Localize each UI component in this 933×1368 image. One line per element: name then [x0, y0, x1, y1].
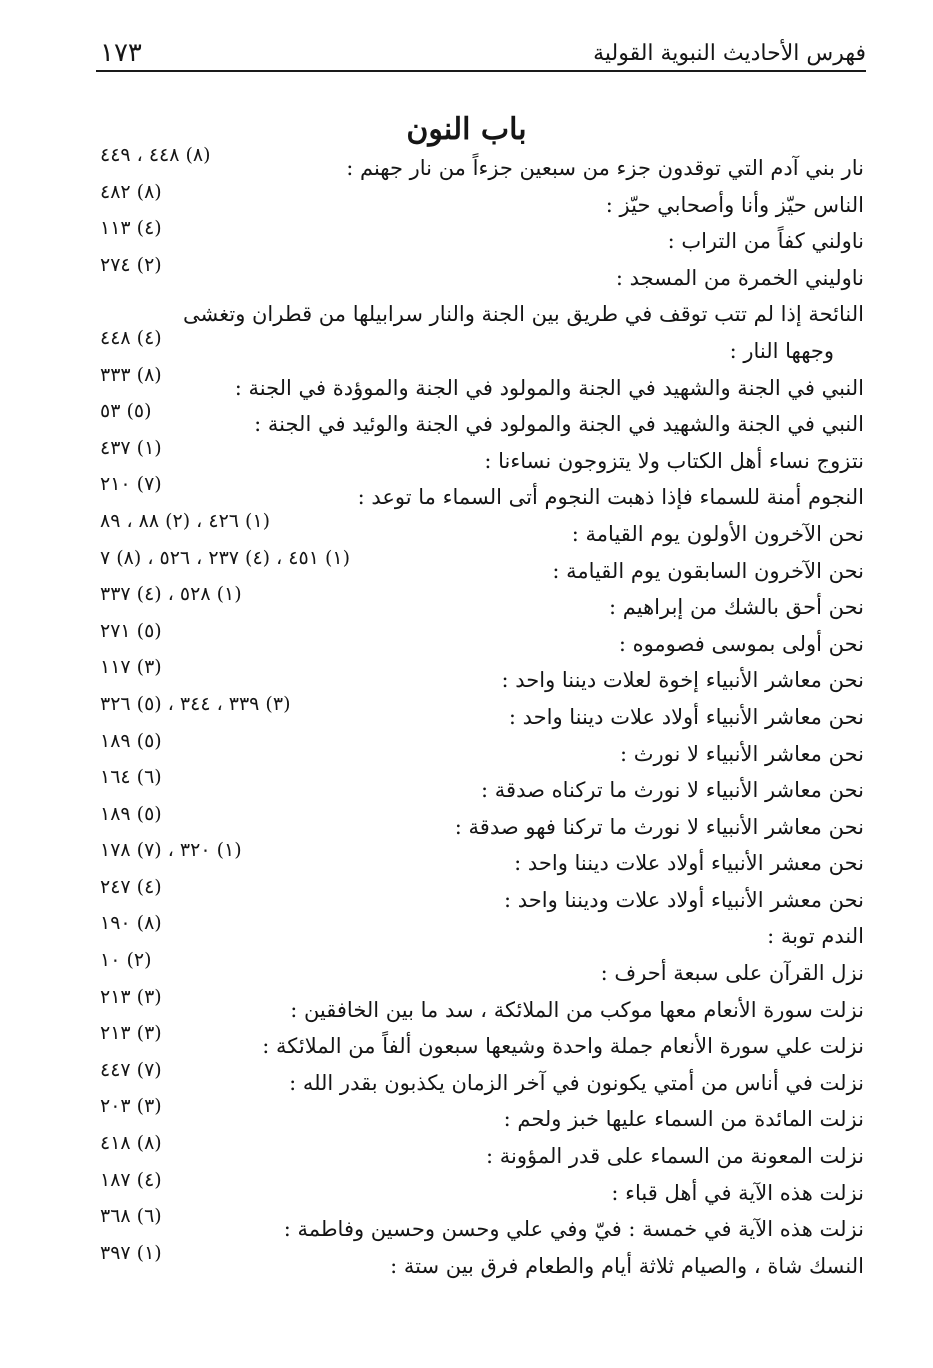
- volume-page-refs: (٨) ١٩٠: [100, 912, 162, 935]
- index-entry: [86, 1168, 864, 1212]
- index-entry: [86, 217, 864, 260]
- index-entry: [86, 912, 864, 955]
- index-entry: [86, 949, 864, 992]
- volume-page-refs: (٧) ٢١٠: [100, 473, 162, 496]
- volume-page-refs: (٦) ٣٦٨: [100, 1205, 162, 1228]
- running-header-title: فهرس الأحاديث النبوية القولية: [593, 41, 866, 66]
- index-entry: [86, 1095, 864, 1138]
- volume-page-refs: (٣) ١١٧: [100, 656, 162, 679]
- volume-page-refs: (٤) ١١٣: [100, 217, 162, 240]
- index-entry: [86, 985, 864, 1029]
- index-entry: [86, 1241, 864, 1285]
- volume-page-refs: (٧) ٤٤٧: [100, 1058, 162, 1081]
- volume-page-refs: (٤) ١٨٧: [100, 1168, 162, 1191]
- hadith-text: نحن معاشر الأنبياء لا نورث ما تركناه صدقة :: [481, 778, 864, 803]
- hadith-text: النجوم أمنة للسماء فإذا ذهبت النجوم أتى السماء ما توعد :: [357, 485, 864, 510]
- volume-page-refs: (٣) ٢١٣: [100, 1022, 162, 1045]
- index-entry: [86, 766, 864, 809]
- volume-page-refs: (٨) ٤١٨: [100, 1132, 162, 1155]
- volume-page-refs: (١) ٥٢٨ ، (٤) ٣٣٧: [100, 583, 242, 606]
- volume-page-refs: (١) ٤٢٦ ، (٢) ٨٨ ، ٨٩: [100, 509, 271, 532]
- volume-page-refs: (١) ٤٥١ ، (٤) ٢٣٧ ، ٥٢٦ ، (٨) ٧: [100, 546, 350, 569]
- hadith-text: نزلت هذه الآية في خمسة : فيّ وفي علي وحسن وحسين وفاطمة :: [283, 1217, 864, 1242]
- hadith-text: النائحة إذا لم تتب توقف في طريق بين الجنة والنار سرابيلها من قطران وتغشى: [182, 302, 864, 327]
- hadith-text: نحن أولى بموسى فصوموه :: [618, 631, 864, 656]
- index-entry: [86, 253, 864, 297]
- hadith-text: نزلت هذه الآية في أهل قباء :: [611, 1180, 864, 1205]
- hadith-text: نزلت في أناس من أمتي يكونون في آخر الزمان يكذبون بقدر الله :: [289, 1070, 864, 1095]
- index-entry: [86, 296, 864, 369]
- volume-page-refs: (١) ٣٢٠ ، (٧) ١٧٨: [100, 839, 242, 862]
- volume-page-refs: (٣) ٣٣٩ ، ٣٤٤ ، (٥) ٣٢٦: [100, 692, 291, 715]
- running-header: [96, 28, 866, 72]
- chapter-title: باب النون: [406, 112, 527, 147]
- index-entry: [86, 583, 864, 626]
- hadith-text: نزلت المائدة من السماء عليها خبز ولحم :: [503, 1107, 864, 1132]
- index-entry: [86, 436, 864, 480]
- hadith-text: نحن الآخرون السابقون يوم القيامة :: [552, 558, 864, 583]
- hadith-text: الندم توبة :: [767, 924, 864, 949]
- hadith-text: الناس حيّز وأنا وأصحابي حيّز :: [605, 192, 864, 217]
- volume-page-refs: (٨) ٤٨٢: [100, 180, 162, 203]
- volume-page-refs: (٢) ١٠: [100, 949, 152, 972]
- hadith-text: نزلت سورة الأنعام معها موكب من الملائكة ، سد ما بين الخافقين :: [290, 997, 864, 1022]
- hadith-text: نحن الآخرون الأولون يوم القيامة :: [571, 521, 864, 546]
- volume-page-refs: (٣) ٢٠٣: [100, 1095, 162, 1118]
- hadith-text: نحن معاشر الأنبياء أولاد علات ديننا واحد :: [508, 704, 864, 729]
- index-entry: [86, 692, 864, 736]
- index-entry: [86, 729, 864, 773]
- hadith-text: نتزوج نساء أهل الكتاب ولا يتزوجون نساءنا :: [484, 448, 864, 473]
- volume-page-refs: (٥) ٢٧١: [100, 619, 162, 642]
- volume-page-refs: (٨) ٣٣٣: [100, 363, 162, 386]
- index-entry: [86, 144, 864, 187]
- volume-page-refs: (١) ٣٩٧: [100, 1241, 162, 1264]
- hadith-text: ناوليني الخمرة من المسجد :: [615, 265, 864, 290]
- hadith-text: نحن معاشر الأنبياء لا نورث ما تركنا فهو صدقة :: [454, 814, 864, 839]
- volume-page-refs: (٤) ٢٤٧: [100, 875, 162, 898]
- hadith-text: نحن أحق بالشك من إبراهيم :: [609, 595, 864, 620]
- hadith-text: نار بني آدم التي توقدون جزء من سبعين جزءاً من نار جهنم :: [346, 156, 864, 180]
- hadith-text: نحن معاشر الأنبياء لا نورث :: [620, 741, 864, 766]
- page-number: ١٧٣: [100, 38, 142, 68]
- hadith-text: ناولني كفاً من التراب :: [667, 229, 864, 254]
- volume-page-refs: (٢) ٢٧٤: [100, 253, 162, 276]
- volume-page-refs: (٦) ١٦٤: [100, 766, 162, 789]
- index-entry: [86, 1058, 864, 1102]
- index-entry: [86, 400, 864, 443]
- volume-page-refs: (٥) ١٨٩: [100, 729, 162, 752]
- hadith-text: نحن معشر الأنبياء أولاد علات وديننا واحد :: [503, 887, 864, 912]
- index-entry: [86, 180, 864, 224]
- hadith-text: نزلت علي سورة الأنعام جملة واحدة وشيعها سبعون ألفاً من الملائكة :: [262, 1034, 864, 1059]
- index-entry: [86, 1132, 864, 1175]
- volume-page-refs: (٣) ٢١٣: [100, 985, 162, 1008]
- volume-page-refs: (١) ٤٣٧: [100, 436, 162, 459]
- volume-page-refs: (٨) ٤٤٨ ، ٤٤٩: [100, 144, 211, 166]
- index-entry: [86, 619, 864, 663]
- volume-page-refs: (٤) ٤٤٨: [100, 326, 162, 349]
- index-entry: [86, 1022, 864, 1065]
- hadith-text: نزلت المعونة من السماء على قدر المؤونة :: [486, 1144, 864, 1169]
- index-entry: [86, 875, 864, 919]
- hadith-text: نحن معشر الأنبياء أولاد علات ديننا واحد :: [514, 851, 864, 876]
- hadith-text-continuation: وجهها النار :: [729, 338, 834, 363]
- hadith-text: نحن معاشر الأنبياء إخوة لعلات ديننا واحد :: [501, 668, 864, 693]
- hadith-text: النبي في الجنة والشهيد في الجنة والمولود في الجنة والموؤدة في الجنة :: [234, 375, 864, 400]
- hadith-text: النسك شاة ، والصيام ثلاثة أيام والطعام فرق بين ستة :: [390, 1253, 864, 1278]
- hadith-index-list: [86, 144, 864, 1284]
- volume-page-refs: (٥) ١٨٩: [100, 802, 162, 825]
- hadith-text: نزل القرآن على سبعة أحرف :: [600, 961, 864, 986]
- hadith-text: النبي في الجنة والشهيد في الجنة والمولود في الجنة والوئيد في الجنة :: [254, 412, 864, 437]
- index-entry: [86, 363, 864, 407]
- index-entry: [86, 1205, 864, 1248]
- index-entry: [86, 839, 864, 882]
- volume-page-refs: (٥) ٥٣: [100, 400, 152, 423]
